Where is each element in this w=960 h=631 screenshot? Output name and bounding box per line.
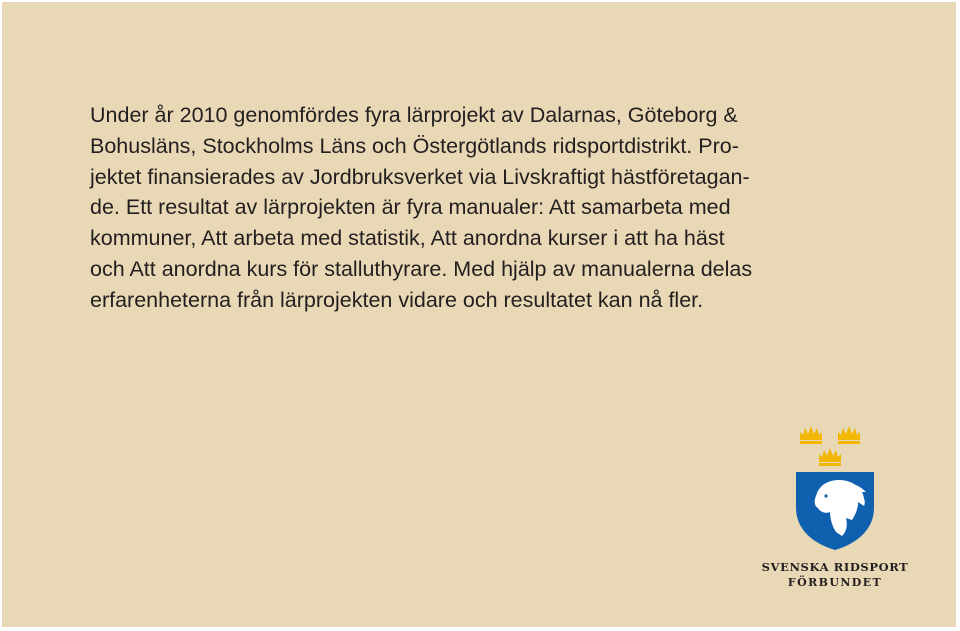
crown-icon [800, 426, 822, 444]
crown-icon [819, 448, 841, 466]
logo-name-line2: FÖRBUNDET [787, 576, 883, 589]
logo-emblem [760, 422, 910, 558]
horse-eye-icon [824, 494, 827, 497]
paragraph-line: Under år 2010 genomfördes fyra lärprojekt av Dalarnas, Göteborg & [90, 103, 738, 127]
logo-name-line1: SVENSKA RIDSPORT [761, 560, 909, 574]
body-paragraph [90, 100, 890, 316]
paragraph-line: kommuner, Att arbeta med statistik, Att anordna kurser i att ha häst [90, 226, 725, 251]
document-page [2, 2, 956, 627]
svenska-ridsportforbundet-logo [760, 422, 910, 592]
crown-icon [838, 426, 860, 444]
paragraph-line: de. Ett resultat av lärprojekten är fyra manualer: Att samarbeta med [90, 195, 731, 220]
paragraph-line: och Att anordna kurs för stalluthyrare. Med hjälp av manualerna delas [90, 256, 753, 281]
paragraph-line: erfarenheterna från lärprojekten vidare och resultatet kan nå fler. [90, 287, 704, 312]
paragraph-line: jektet finansierades av Jordbruksverket via Livskraftigt hästföretagan- [90, 164, 750, 189]
paragraph-line: Bohusläns, Stockholms Läns och Östergötlands ridsportdistrikt. Pro- [90, 133, 739, 158]
